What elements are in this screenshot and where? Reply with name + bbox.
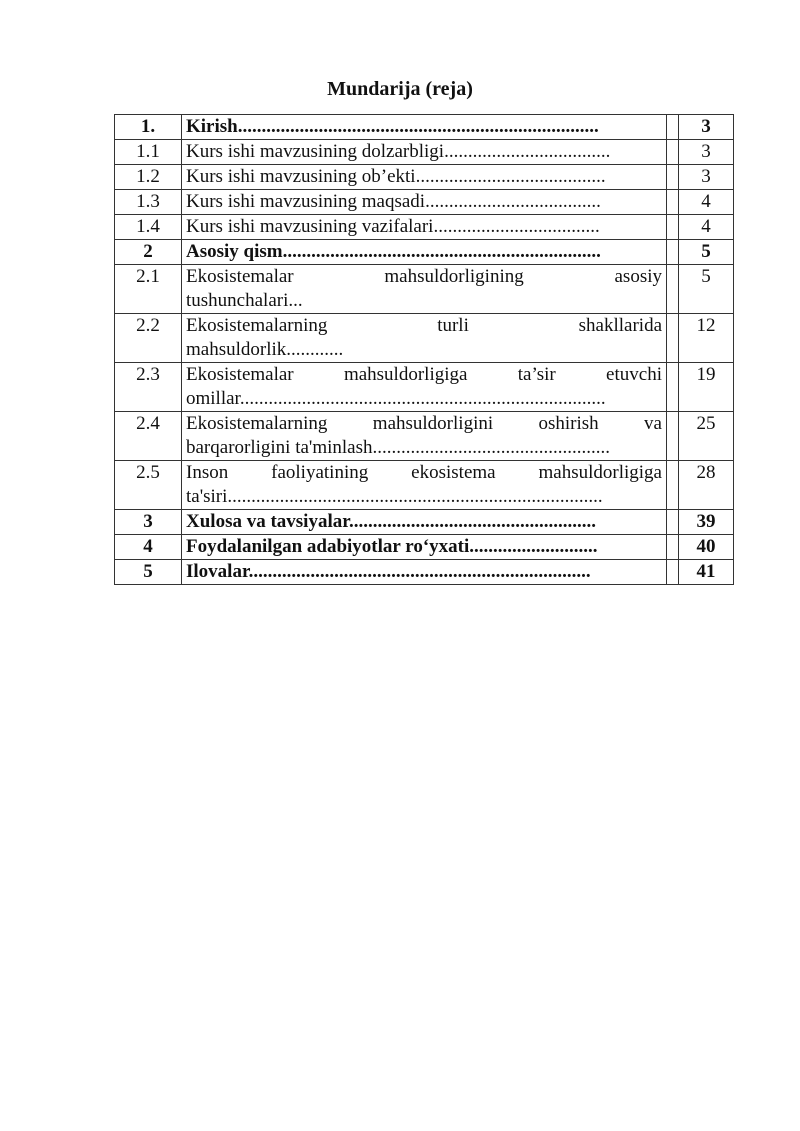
toc-row bbox=[115, 140, 734, 165]
toc-title-line: Ekosistemalar mahsuldorligining asosiy bbox=[186, 266, 662, 287]
toc-row-title bbox=[182, 115, 667, 140]
toc-row bbox=[115, 265, 734, 314]
toc-row-number: 1.1 bbox=[115, 140, 182, 165]
toc-page-number: 5 bbox=[679, 240, 734, 265]
toc-row bbox=[115, 165, 734, 190]
column-gap bbox=[667, 535, 679, 560]
dot-leader: .................................................... bbox=[348, 511, 596, 532]
toc-page-number: 4 bbox=[679, 215, 734, 240]
toc-page-number: 28 bbox=[679, 461, 734, 510]
toc-row-number: 1.4 bbox=[115, 215, 182, 240]
toc-page-number: 5 bbox=[679, 265, 734, 314]
toc-row-number: 1.3 bbox=[115, 190, 182, 215]
toc-page-number: 3 bbox=[679, 115, 734, 140]
toc-title-line: tushunchalari... bbox=[186, 290, 303, 311]
column-gap bbox=[667, 140, 679, 165]
dot-leader: ........................................................................ bbox=[248, 561, 591, 582]
toc-row-title bbox=[182, 215, 667, 240]
toc-row bbox=[115, 461, 734, 510]
toc-row-number: 2.2 bbox=[115, 314, 182, 363]
toc-title-text: Kirish bbox=[186, 116, 238, 137]
toc-page-number: 4 bbox=[679, 190, 734, 215]
toc-title-text: Foydalanilgan adabiyotlar ro‘yxati bbox=[186, 536, 470, 557]
dot-leader: ................................................................... bbox=[282, 241, 601, 262]
toc-row-number: 1.2 bbox=[115, 165, 182, 190]
toc-row bbox=[115, 314, 734, 363]
toc-page-number: 3 bbox=[679, 165, 734, 190]
toc-row-title bbox=[182, 140, 667, 165]
toc-row bbox=[115, 412, 734, 461]
toc-title-line: Ekosistemalar mahsuldorligiga ta’sir etuvchi bbox=[186, 364, 662, 385]
toc-row-number: 4 bbox=[115, 535, 182, 560]
toc-title-text: Asosiy qism bbox=[186, 241, 283, 262]
toc-row-title bbox=[182, 363, 667, 412]
toc-row-number: 2.1 bbox=[115, 265, 182, 314]
toc-row-number: 1. bbox=[115, 115, 182, 140]
toc-title-line: omillar............................................................................. bbox=[186, 388, 606, 409]
toc-row-title bbox=[182, 165, 667, 190]
toc-page-number: 40 bbox=[679, 535, 734, 560]
toc-row-number: 3 bbox=[115, 510, 182, 535]
column-gap bbox=[667, 265, 679, 314]
toc-row bbox=[115, 240, 734, 265]
toc-title-text: Kurs ishi mavzusining vazifalari bbox=[186, 216, 434, 237]
toc-row-title bbox=[182, 510, 667, 535]
toc-row bbox=[115, 190, 734, 215]
toc-row-title bbox=[182, 560, 667, 585]
column-gap bbox=[667, 461, 679, 510]
toc-row-number: 2 bbox=[115, 240, 182, 265]
toc-row-title bbox=[182, 461, 667, 510]
column-gap bbox=[667, 165, 679, 190]
dot-leader: ............................................................................ bbox=[237, 116, 599, 137]
dot-leader: ................................... bbox=[433, 216, 600, 237]
toc-row-number: 5 bbox=[115, 560, 182, 585]
column-gap bbox=[667, 314, 679, 363]
toc-row bbox=[115, 560, 734, 585]
toc-title-line: ta'siri............................................................................... bbox=[186, 486, 603, 507]
toc-row-title bbox=[182, 535, 667, 560]
column-gap bbox=[667, 240, 679, 265]
toc-row-number: 2.5 bbox=[115, 461, 182, 510]
toc-title-line: Ekosistemalarning mahsuldorligini oshirish va bbox=[186, 413, 662, 434]
column-gap bbox=[667, 560, 679, 585]
toc-row bbox=[115, 535, 734, 560]
dot-leader: ........................... bbox=[469, 536, 598, 557]
toc-title-line: Inson faoliyatining ekosistema mahsuldorligiga bbox=[186, 462, 662, 483]
column-gap bbox=[667, 412, 679, 461]
toc-page-number: 3 bbox=[679, 140, 734, 165]
toc-row-title bbox=[182, 265, 667, 314]
column-gap bbox=[667, 510, 679, 535]
dot-leader: ................................... bbox=[444, 141, 611, 162]
table-of-contents bbox=[114, 114, 734, 585]
column-gap bbox=[667, 190, 679, 215]
toc-row-title bbox=[182, 314, 667, 363]
toc-title-text: Xulosa va tavsiyalar bbox=[186, 511, 349, 532]
dot-leader: ..................................... bbox=[425, 191, 601, 212]
toc-page-number: 39 bbox=[679, 510, 734, 535]
toc-page-number: 25 bbox=[679, 412, 734, 461]
toc-row-title bbox=[182, 240, 667, 265]
toc-row-number: 2.3 bbox=[115, 363, 182, 412]
toc-title-line: mahsuldorlik............ bbox=[186, 339, 344, 360]
toc-row-number: 2.4 bbox=[115, 412, 182, 461]
toc-row-title bbox=[182, 190, 667, 215]
page-title: Mundarija (reja) bbox=[327, 78, 473, 100]
toc-row bbox=[115, 215, 734, 240]
toc-page-number: 12 bbox=[679, 314, 734, 363]
toc-row-title bbox=[182, 412, 667, 461]
toc-row bbox=[115, 115, 734, 140]
toc-page-number: 19 bbox=[679, 363, 734, 412]
toc-page-number: 41 bbox=[679, 560, 734, 585]
toc-title-line: barqarorligini ta'minlash.................................................. bbox=[186, 437, 611, 458]
toc-row bbox=[115, 510, 734, 535]
column-gap bbox=[667, 115, 679, 140]
toc-title-text: Kurs ishi mavzusining maqsadi bbox=[186, 191, 426, 212]
toc-title-text: Kurs ishi mavzusining dolzarbligi bbox=[186, 141, 445, 162]
toc-title-text: Ilovalar bbox=[186, 561, 249, 582]
toc-title-text: Kurs ishi mavzusining ob’ekti bbox=[186, 166, 416, 187]
dot-leader: ........................................ bbox=[415, 166, 606, 187]
column-gap bbox=[667, 215, 679, 240]
toc-title-line: Ekosistemalarning turli shakllarida bbox=[186, 315, 662, 336]
toc-row bbox=[115, 363, 734, 412]
column-gap bbox=[667, 363, 679, 412]
